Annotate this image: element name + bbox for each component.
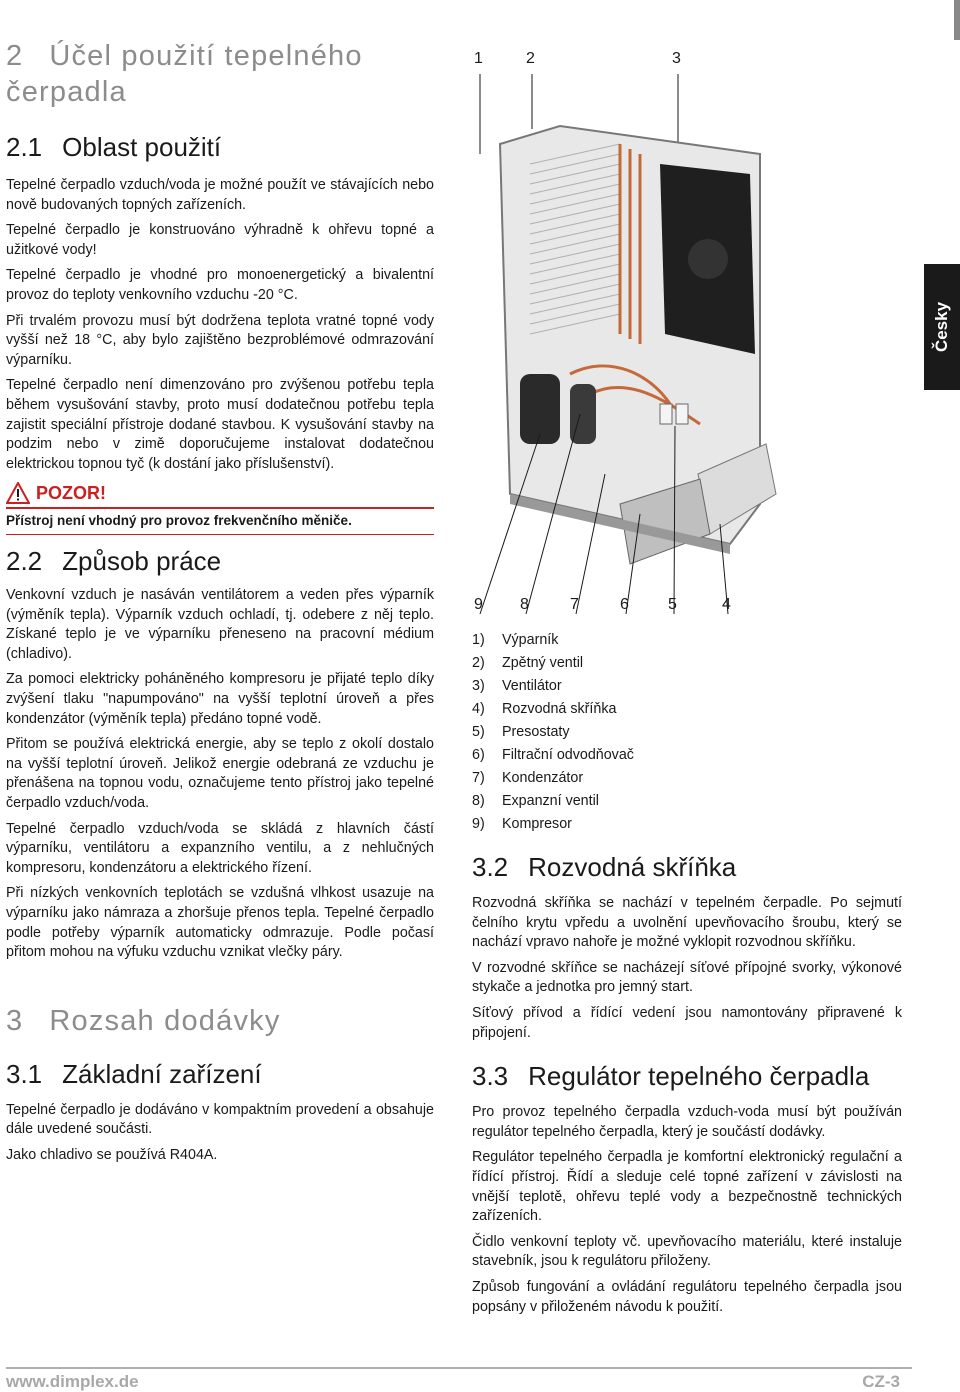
section-2-1-body xyxy=(6,176,434,474)
legend-item: 3) Ventilátor xyxy=(472,678,562,694)
section-2-heading: 2 Účel použití tepelného čerpadla xyxy=(6,40,363,108)
paragraph: Za pomoci elektricky poháněného kompresoru je přijaté teplo díky zvýšení tlaku "napumpováno" na vyšší teplotní úroveň a přes kondenzátor (výměník tepla) předáno topné vodě. xyxy=(6,671,434,727)
paragraph: Síťový přívod a řídící vedení jsou namontovány připravené k připojení. xyxy=(472,1004,902,1041)
paragraph: Tepelné čerpadlo vzduch/voda je možné použít ve stávajících nebo nově budovaných topných zařízeních. xyxy=(6,177,434,213)
paragraph: Jako chladivo se používá R404A. xyxy=(6,1146,218,1163)
legend-item: 5) Presostaty xyxy=(472,724,570,740)
paragraph: Venkovní vzduch je nasáván ventilátorem a veden přes výparník (výměník tepla). Výparník vzduch ochladí, tj. odebere z něj teplo. Získané teplo je ve výparníku přeneseno na pracovní médium (chladivo). xyxy=(6,587,434,662)
callout-number: 9 xyxy=(474,596,483,613)
legend-item: 4) Rozvodná skříňka xyxy=(472,701,617,717)
paragraph: Pro provoz tepelného čerpadla vzduch-voda musí být používán regulátor tepelného čerpadla, který je součástí dodávky. xyxy=(472,1104,902,1140)
paragraph: Tepelné čerpadlo je konstruováno výhradně k ohřevu topné a užitkové vody! xyxy=(6,222,434,258)
left-column-lower xyxy=(6,546,434,1171)
paragraph: Rozvodná skříňka se nachází v tepelném čerpadle. Po sejmutí čelního krytu vpředu a uvolnění upevňovacího šroubu, který se nachází vpravo nahoře je možné vyklopit rozvodnou skříňku. xyxy=(472,895,902,951)
paragraph: Při nízkých venkovních teplotách se vzdušná vlhkost usazuje na výparníku jako námraza a zhoršuje přenos tepla. Tepelné čerpadlo podle potřeby výparník automaticky odmrazuje. Podle počasí přitom mohou na výfuku vzduchu vznikat vlečky páry. xyxy=(6,885,434,961)
warning-title: POZOR! xyxy=(36,483,106,503)
language-tab-label: Česky xyxy=(932,301,952,353)
section-2-2-body xyxy=(6,586,434,963)
callout-number: 4 xyxy=(722,596,731,613)
paragraph: Tepelné čerpadlo je vhodné pro monoenergetický a bivalentní provoz do teploty venkovního vzduchu -20 °C. xyxy=(6,267,434,303)
section-3-2-body xyxy=(472,894,902,1043)
legend-item: 9) Kompresor xyxy=(472,816,572,832)
paragraph: Přitom se používá elektrická energie, aby se teplo z okolí dostalo na vyšší teplotní úroveň. Jelikož energie odebraná ze vzduchu je přenášena na topnou vodu, označujeme tento přístroj jako tepelné čerpadlo vzduch/voda. xyxy=(6,736,434,811)
paragraph: Tepelné čerpadlo není dimenzováno pro zvýšenou potřebu tepla během vysušování stavby, proto musí dodatečnou potřebu tepla zajistit speciální přístroje dodané stavbou. K vysušování stavby na podzim nebo v zimě doporučujeme instalovat dodatečnou elektrickou topnou tyč (k dostání jako příslušenství). xyxy=(6,377,434,472)
legend-item: 7) Kondenzátor xyxy=(472,770,584,786)
warning-triangle-icon xyxy=(6,482,30,504)
callout-number: 7 xyxy=(570,596,579,613)
left-column xyxy=(6,38,434,480)
callout-number: 3 xyxy=(672,50,681,67)
section-2-1-heading: 2.1 Oblast použití xyxy=(6,132,222,162)
warning-text: Přístroj není vhodný pro provoz frekvenčního měniče. xyxy=(6,513,352,528)
section-2-2-heading: 2.2 Způsob práce xyxy=(6,546,222,576)
callout-number: 2 xyxy=(526,50,535,67)
callout-number: 5 xyxy=(668,596,677,613)
paragraph: V rozvodné skříňce se nacházejí síťové přípojné svorky, výkonové stykače a jednotka pro jemný start. xyxy=(472,959,902,996)
paragraph: Způsob fungování a ovládání regulátoru tepelného čerpadla jsou popsány v přiloženém návodu k použití. xyxy=(472,1278,902,1315)
section-3-3-heading: 3.3 Regulátor tepelného čerpadla xyxy=(472,1061,870,1092)
section-3-1-heading: 3.1 Základní zařízení xyxy=(6,1058,262,1089)
paragraph: Čidlo venkovní teploty vč. upevňovacího materiálu, které instaluje stavebník, jsou k regulátoru přiloženy. xyxy=(472,1233,902,1270)
paragraph: Tepelné čerpadlo je dodáváno v kompaktním provedení a obsahuje dále uvedené součásti. xyxy=(6,1101,434,1138)
footer-rule xyxy=(6,1367,912,1369)
paragraph: Regulátor tepelného čerpadla je komfortní elektronický regulační a řídící přístroj. Řídí a sleduje celé topné zařízení v závislosti na vnější teplotě, ohřevu teplé vody a bezpečnostně technických zařízeních. xyxy=(472,1149,902,1225)
warning-rule xyxy=(6,507,434,509)
page-number: CZ-3 xyxy=(862,1372,900,1391)
heat-pump-illustration xyxy=(470,74,910,614)
language-tab xyxy=(924,264,960,390)
section-3-1-body xyxy=(6,1101,434,1166)
legend-item: 1) Výparník xyxy=(472,632,559,648)
section-3-2-heading: 3.2 Rozvodná skříňka xyxy=(472,852,737,882)
footer-url[interactable]: www.dimplex.de xyxy=(6,1372,139,1391)
heat-pump-figure xyxy=(470,44,910,634)
legend-item: 6) Filtrační odvodňovač xyxy=(472,747,634,763)
warning-header xyxy=(6,482,434,504)
figure-legend xyxy=(472,629,634,836)
legend-item: 2) Zpětný ventil xyxy=(472,655,584,671)
callout-number: 8 xyxy=(520,596,529,613)
legend-item: 8) Expanzní ventil xyxy=(472,793,599,809)
right-column-lower xyxy=(472,852,902,1323)
section-3-heading: 3 Rozsah dodávky xyxy=(6,1004,281,1037)
paragraph: Při trvalém provozu musí být dodržena teplota vratné topné vody vyšší než 18 °C, aby bylo zajištěno bezproblémové odmrazování výparníku. xyxy=(6,312,434,368)
warning-box xyxy=(6,482,434,535)
callout-number: 1 xyxy=(474,50,483,67)
paragraph: Tepelné čerpadlo vzduch/voda se skládá z hlavních částí výparníku, ventilátoru a expanzního ventilu, a z nehlučných kompresoru, kondenzátoru a elektrického řízení. xyxy=(6,820,434,876)
warning-rule-bottom xyxy=(6,534,434,535)
callout-number: 6 xyxy=(620,596,629,613)
section-3-3-body xyxy=(472,1103,902,1317)
page-edge-marker xyxy=(954,0,960,40)
